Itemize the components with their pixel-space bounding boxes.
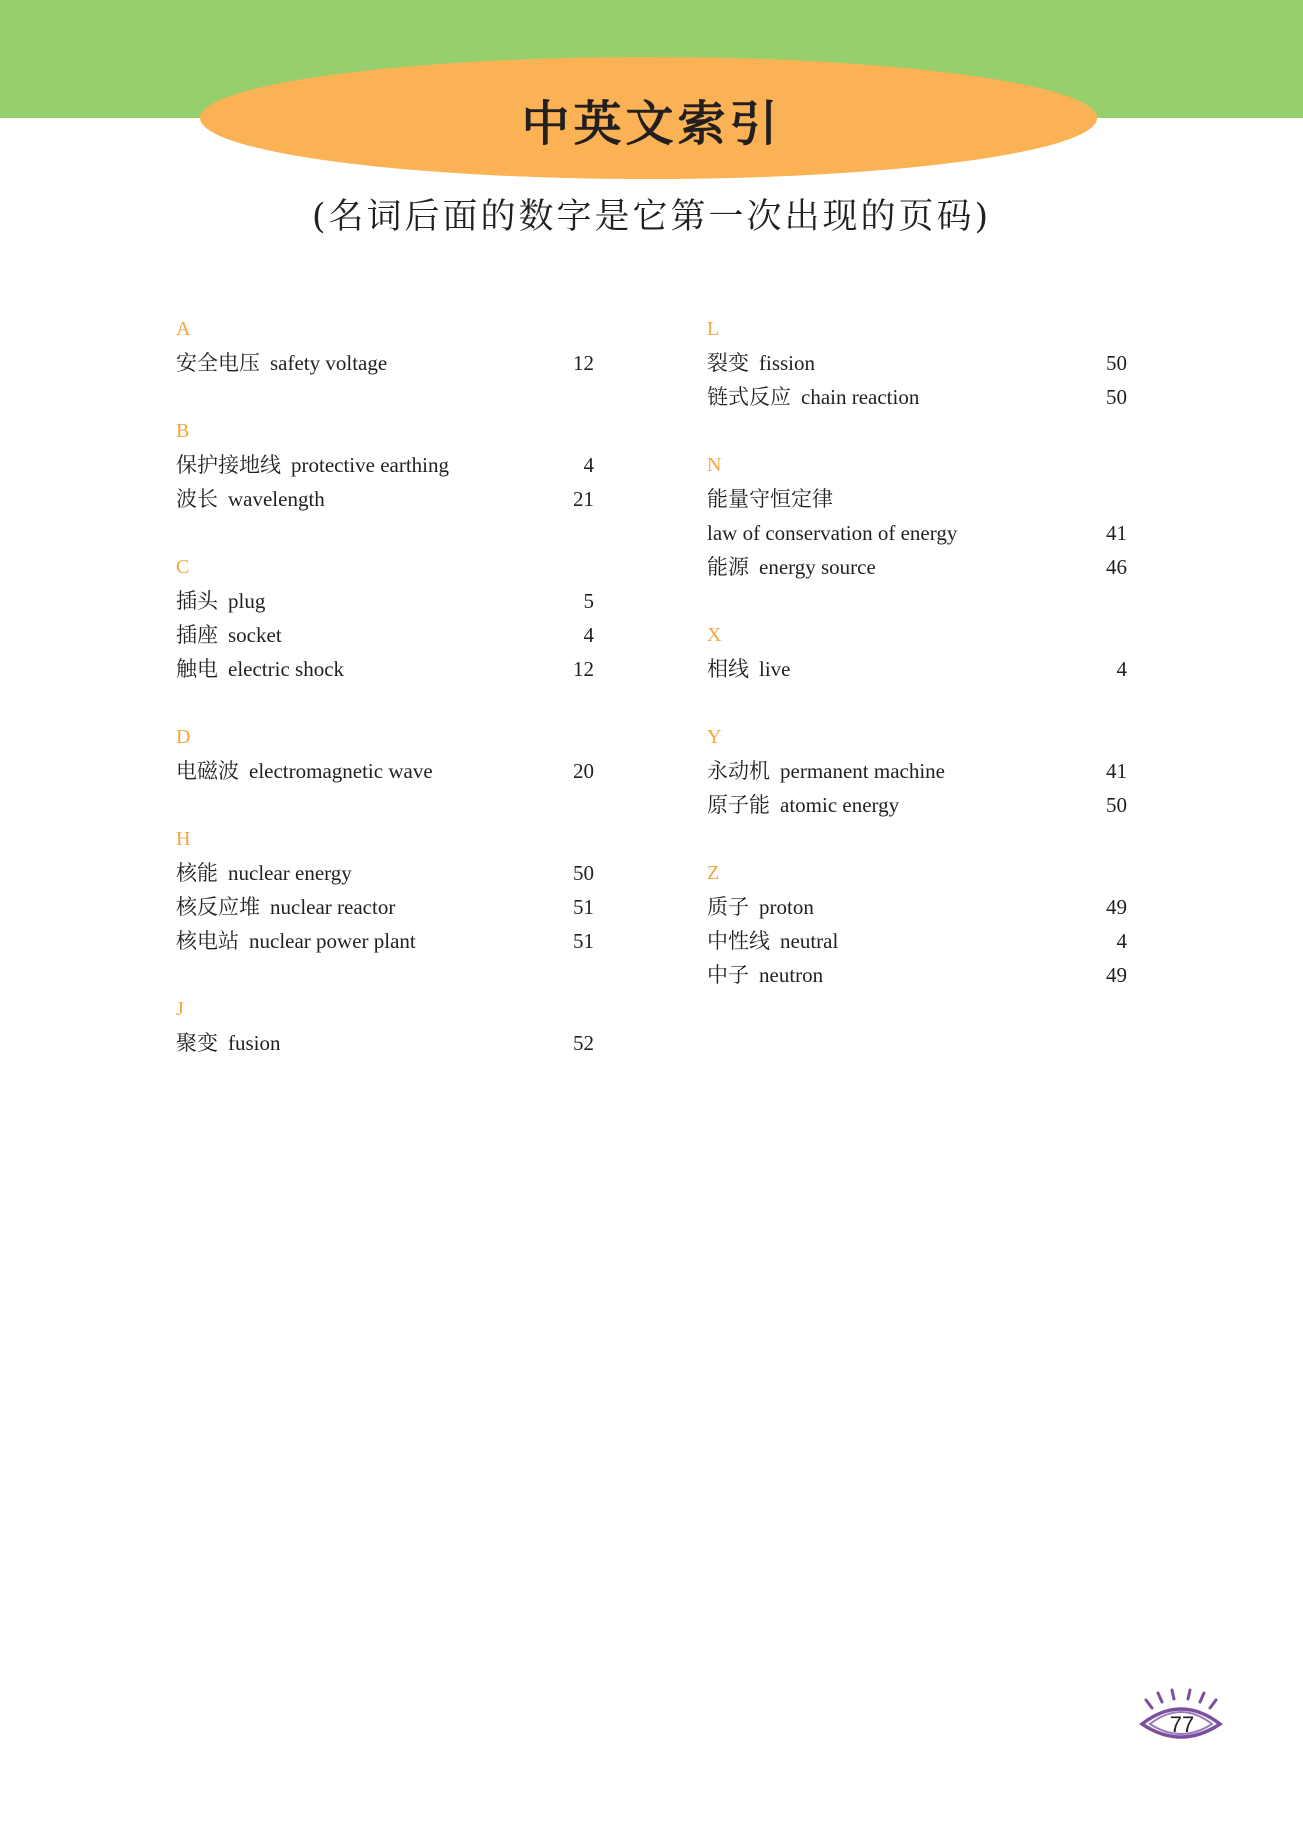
section-letter: Y bbox=[707, 726, 722, 748]
index-entry bbox=[176, 652, 594, 686]
term-chinese: 核电站 bbox=[176, 929, 239, 953]
index-section bbox=[707, 312, 1127, 414]
index-section bbox=[176, 550, 594, 686]
term-english: wavelength bbox=[228, 487, 325, 511]
term-page-number: 51 bbox=[573, 929, 594, 953]
term-page-number: 12 bbox=[573, 351, 594, 375]
index-column-right bbox=[707, 312, 1127, 1026]
index-section bbox=[176, 312, 594, 380]
index-entry bbox=[707, 380, 1127, 414]
term-chinese: 相线 bbox=[707, 657, 749, 681]
index-entry bbox=[707, 346, 1127, 380]
term-english: permanent machine bbox=[780, 759, 946, 783]
term-chinese: 裂变 bbox=[707, 351, 749, 375]
term-english: nuclear power plant bbox=[249, 929, 416, 953]
index-entry bbox=[176, 482, 594, 516]
term-english: energy source bbox=[759, 555, 876, 579]
section-letter: N bbox=[707, 454, 722, 476]
term-english: nuclear reactor bbox=[270, 895, 396, 919]
section-letter: Z bbox=[707, 862, 720, 884]
term-page-number: 52 bbox=[573, 1031, 594, 1055]
term-page-number: 50 bbox=[1106, 351, 1127, 375]
index-entry bbox=[707, 788, 1127, 822]
index-section bbox=[707, 856, 1127, 992]
term-chinese: 保护接地线 bbox=[176, 453, 281, 477]
term-chinese: 插头 bbox=[176, 589, 218, 613]
term-english: live bbox=[759, 657, 791, 681]
term-page-number: 12 bbox=[573, 657, 594, 681]
term-english: chain reaction bbox=[801, 385, 920, 409]
term-chinese: 中子 bbox=[707, 963, 749, 987]
index-entry bbox=[176, 890, 594, 924]
index-entry bbox=[707, 890, 1127, 924]
index-section bbox=[707, 618, 1127, 686]
index-column-left bbox=[176, 312, 594, 1094]
term-english: plug bbox=[228, 589, 266, 613]
term-page-number: 50 bbox=[1106, 793, 1127, 817]
term-chinese: 波长 bbox=[176, 487, 218, 511]
term-page-number: 41 bbox=[1106, 759, 1127, 783]
term-english: neutral bbox=[780, 929, 839, 953]
index-entry bbox=[707, 652, 1127, 686]
term-page-number: 5 bbox=[583, 589, 594, 613]
index-entry bbox=[176, 1026, 594, 1060]
section-letter: C bbox=[176, 556, 190, 578]
index-entry bbox=[176, 346, 594, 380]
section-letter: B bbox=[176, 420, 190, 442]
page-number: 77 bbox=[1169, 1712, 1195, 1737]
term-page-number: 50 bbox=[573, 861, 594, 885]
term-page-number: 21 bbox=[573, 487, 594, 511]
term-chinese: 链式反应 bbox=[707, 385, 791, 409]
index-section bbox=[707, 720, 1127, 822]
term-page-number: 20 bbox=[573, 759, 594, 783]
term-chinese: 核能 bbox=[176, 861, 218, 885]
index-section bbox=[176, 822, 594, 958]
term-english: fusion bbox=[228, 1031, 281, 1055]
index-entry bbox=[176, 856, 594, 890]
term-page-number: 51 bbox=[573, 895, 594, 919]
section-letter: D bbox=[176, 726, 191, 748]
term-english: nuclear energy bbox=[228, 861, 352, 885]
section-letter: L bbox=[707, 318, 720, 340]
term-english: neutron bbox=[759, 963, 824, 987]
term-english: fission bbox=[759, 351, 816, 375]
section-letter: A bbox=[176, 318, 191, 340]
index-entry bbox=[176, 924, 594, 958]
term-english: protective earthing bbox=[291, 453, 450, 477]
index-section bbox=[176, 414, 594, 516]
term-english: socket bbox=[228, 623, 282, 647]
term-page-number: 50 bbox=[1106, 385, 1127, 409]
section-letter: H bbox=[176, 828, 191, 850]
index-entry bbox=[707, 924, 1127, 958]
term-page-number: 49 bbox=[1106, 895, 1127, 919]
term-english: safety voltage bbox=[270, 351, 388, 375]
term-page-number: 4 bbox=[1116, 657, 1127, 681]
index-entry bbox=[707, 482, 1127, 516]
term-english: law of conservation of energy bbox=[707, 521, 958, 545]
term-chinese: 电磁波 bbox=[176, 759, 239, 783]
page-title: 中英文索引 bbox=[521, 96, 782, 152]
term-page-number: 49 bbox=[1106, 963, 1127, 987]
index-entry bbox=[176, 584, 594, 618]
index-section bbox=[176, 992, 594, 1060]
term-chinese: 触电 bbox=[176, 657, 218, 681]
index-entry bbox=[707, 550, 1127, 584]
term-english: electric shock bbox=[228, 657, 345, 681]
term-chinese: 聚变 bbox=[176, 1031, 218, 1055]
page-subtitle: (名词后面的数字是它第一次出现的页码) bbox=[311, 197, 992, 237]
term-page-number: 4 bbox=[1116, 929, 1127, 953]
section-letter: J bbox=[176, 998, 184, 1020]
term-chinese: 插座 bbox=[176, 623, 218, 647]
index-section bbox=[707, 448, 1127, 584]
index-entry bbox=[176, 754, 594, 788]
index-entry bbox=[176, 618, 594, 652]
term-english: electromagnetic wave bbox=[249, 759, 433, 783]
term-chinese: 核反应堆 bbox=[176, 895, 260, 919]
term-chinese: 原子能 bbox=[707, 793, 770, 817]
term-chinese: 能量守恒定律 bbox=[707, 487, 833, 511]
term-english: atomic energy bbox=[780, 793, 900, 817]
index-entry bbox=[707, 958, 1127, 992]
term-page-number: 46 bbox=[1106, 555, 1127, 579]
index-entry bbox=[707, 754, 1127, 788]
term-chinese: 永动机 bbox=[707, 759, 770, 783]
term-chinese: 安全电压 bbox=[176, 351, 260, 375]
term-english: proton bbox=[759, 895, 814, 919]
term-page-number: 4 bbox=[583, 453, 594, 477]
term-page-number: 4 bbox=[583, 623, 594, 647]
term-chinese: 中性线 bbox=[707, 929, 770, 953]
term-chinese: 能源 bbox=[707, 555, 749, 579]
term-page-number: 41 bbox=[1106, 521, 1127, 545]
term-chinese: 质子 bbox=[707, 895, 749, 919]
index-section bbox=[176, 720, 594, 788]
index-entry bbox=[707, 516, 1127, 550]
section-letter: X bbox=[707, 624, 722, 646]
index-entry bbox=[176, 448, 594, 482]
